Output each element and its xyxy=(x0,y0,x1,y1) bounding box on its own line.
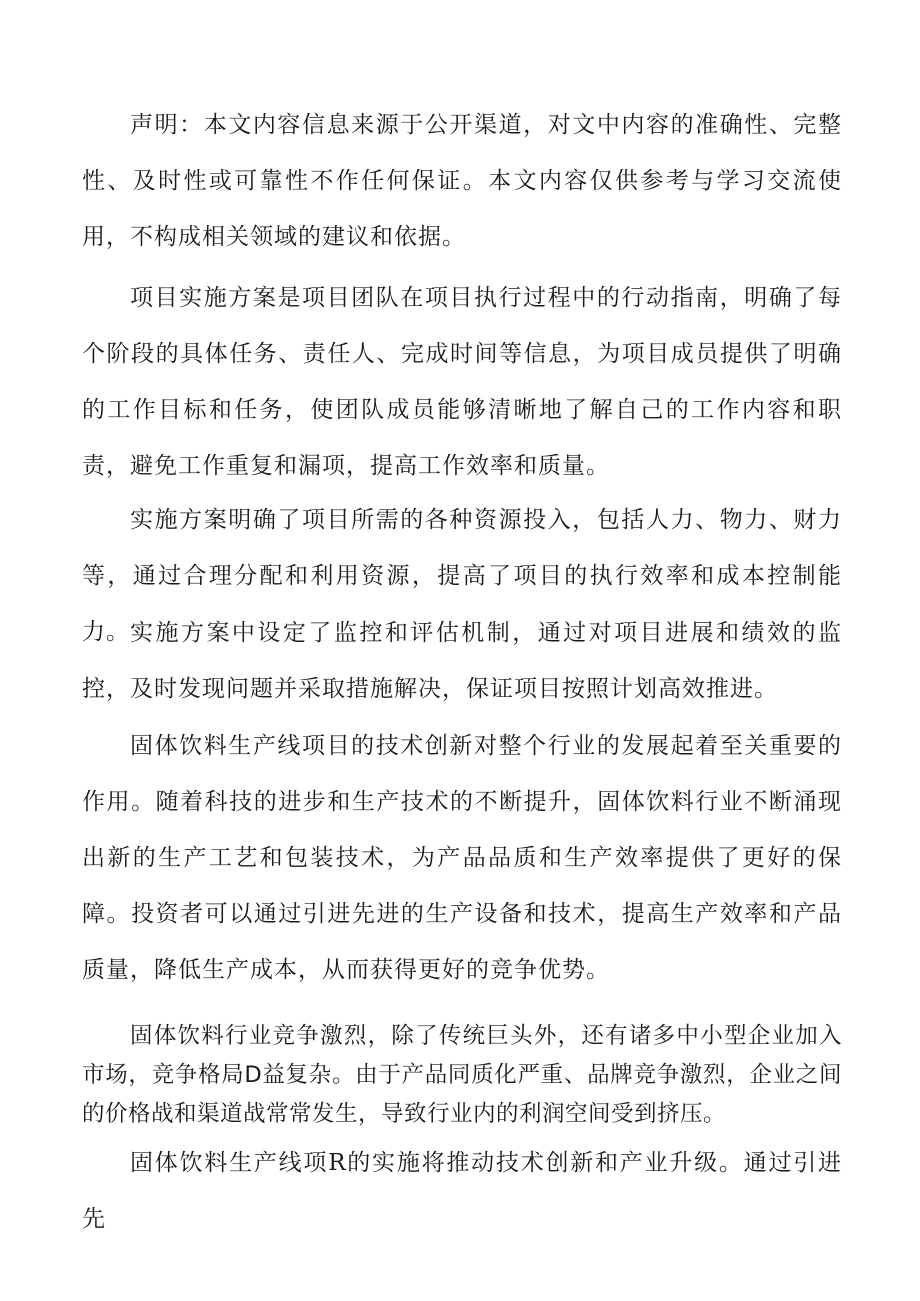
body-paragraph: 实施方案明确了项目所需的各种资源投入，包括人力、物力、财力等，通过合理分配和利用资源，提高了项目的执行效率和成本控制能力。 xyxy=(82,507,842,645)
body-paragraph: 项目实施方案是项目团队在项目执行过程中的行动指南，明确了每个阶段的具体任务、责任人、完成时间等信息，为项目成员提供了明确的工作目标和任务，使团队成员能够清晰地了解自己的工作内容和职责，避免工作重复和漏项，提高工作效率和质量。 xyxy=(82,285,842,479)
body-paragraph: 固体饮料行业竞争激烈，除了传统巨头外，还有诸多中小型企业加入市场，竞争格局D益复杂。由于产品同质化严重、品牌竞争激烈，企业之间的价格战和渠道战常常发生，导致行业内的利润空间受到挤压。 xyxy=(82,1023,842,1127)
disclaimer-paragraph: 声明：本文内容信息来源于公开渠道，对文中内容的准确性、完整性、及时性或可靠性不作任何保证。本文内容仅供参考与学习交流使用，不构成相关领域的建议和依据。 xyxy=(82,112,842,250)
body-paragraph: 固体饮料生产线项R的实施将推动技术创新和产业升级。通过引进先 xyxy=(82,1150,842,1232)
body-paragraph: 实施方案中设定了监控和评估机制，通过对项目进展和绩效的监控，及时发现问题并采取措施解决，保证项目按照计划高效推进。 xyxy=(82,620,842,702)
body-paragraph: 固体饮料生产线项目的技术创新对整个行业的发展起着至关重要的作用。随着科技的进步和生产技术的不断提升，固体饮料行业不断涌现出新的生产工艺和包装技术，为产品品质和生产效率提供了更好的保障。投资者可以通过引进先进的生产设备和技术，提高生产效率和产品质量，降低生产成本，从而获得更好的竞争优势。 xyxy=(82,733,842,983)
